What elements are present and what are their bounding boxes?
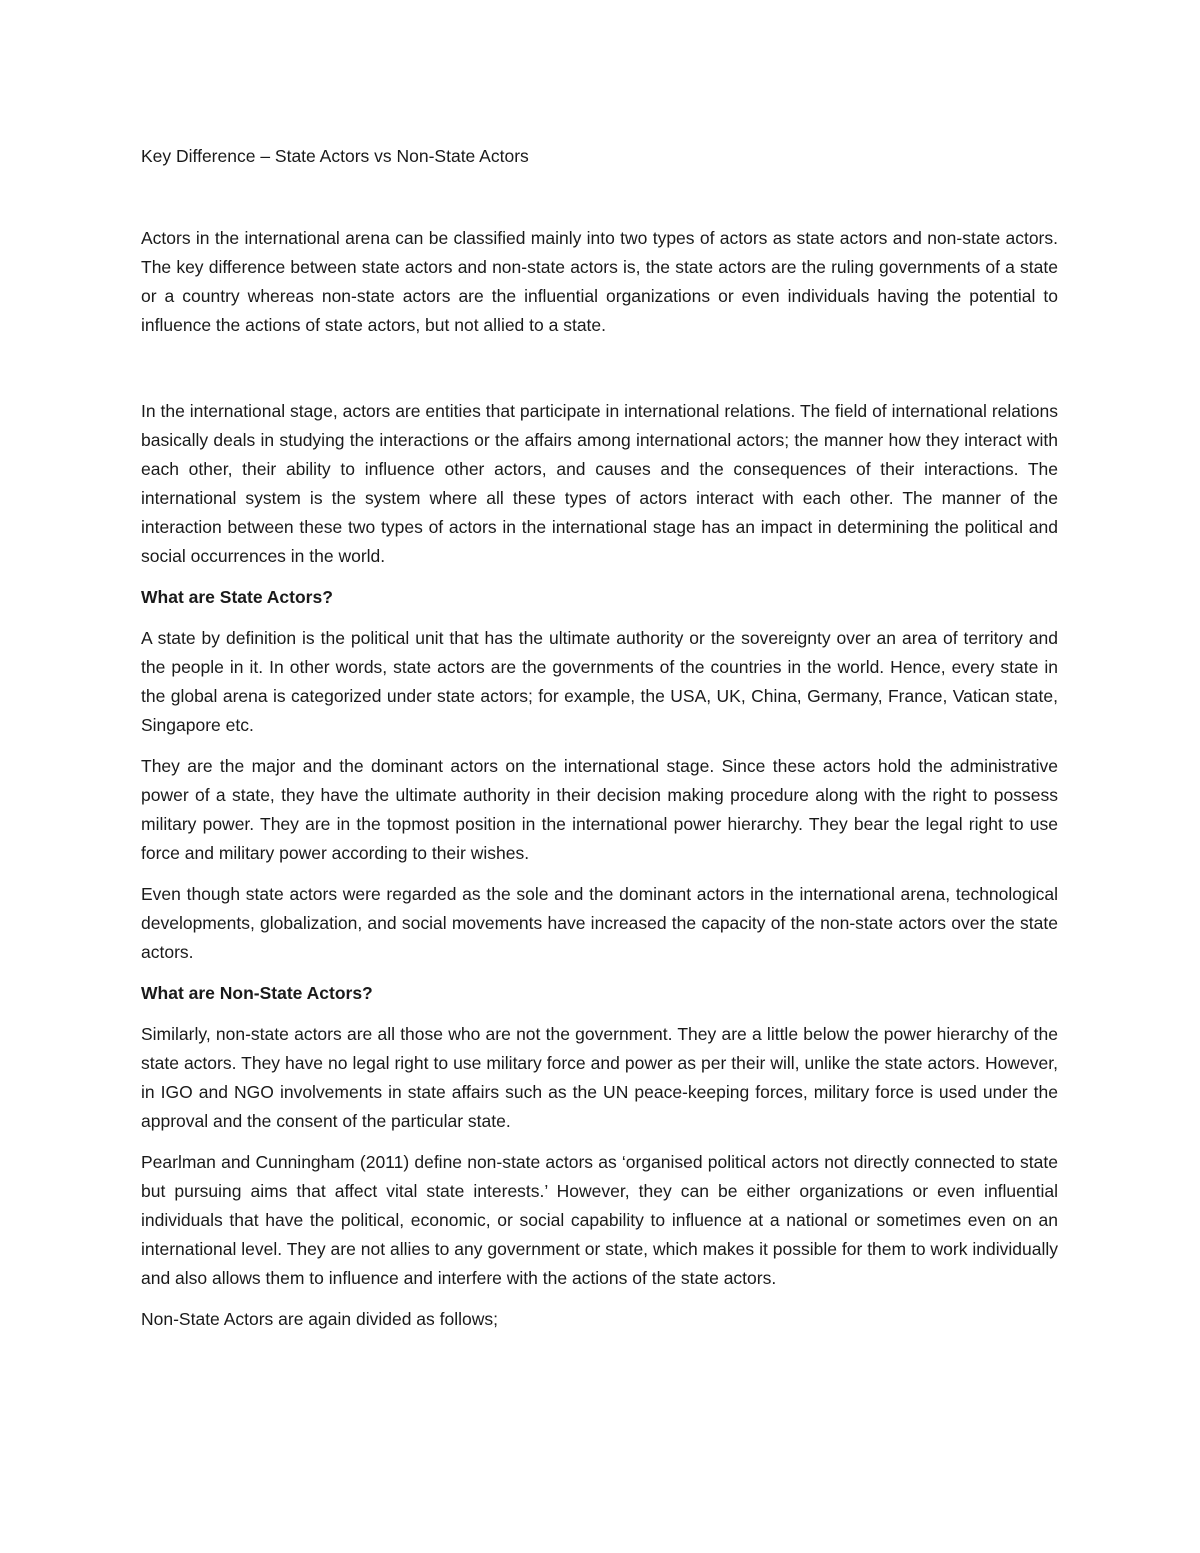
document-title: Key Difference – State Actors vs Non-State Actors [141,146,529,166]
state-definition-paragraph: A state by definition is the political unit that has the ultimate authority or the sovereignty over an area of territory and the people in it. In other words, state actors are the governments of the countries in the world. Hence, every state in the global arena is categorized under state actors; for example, the USA, UK, China, Germany, France, Vatican state, Singapore etc. [141,628,1058,735]
non-state-definition-paragraph: Similarly, non-state actors are all those who are not the government. They are a little below the power hierarchy of the state actors. They have no legal right to use military force and power as per their will, unlike the state actors. However, in IGO and NGO involvements in state affairs such as the UN peace-keeping forces, military force is used under the approval and the consent of the particular state. [141,1024,1058,1131]
non-state-division-paragraph: Non-State Actors are again divided as follows; [141,1309,498,1329]
document-page [141,142,1058,1334]
state-capacity-paragraph: Even though state actors were regarded as the sole and the dominant actors in the international arena, technological developments, globalization, and social movements have increased the capacity of the non-state actors over the state actors. [141,884,1058,962]
non-state-actors-heading: What are Non-State Actors? [141,983,373,1003]
state-actors-heading: What are State Actors? [141,587,333,607]
intro-paragraph: Actors in the international arena can be classified mainly into two types of actors as state actors and non-state actors. The key difference between state actors and non-state actors is, the state actors are the ruling governments of a state or a country whereas non-state actors are the influential organizations or even individuals having the potential to influence the actions of state actors, but not allied to a state. [141,228,1058,335]
pearlman-cunningham-paragraph: Pearlman and Cunningham (2011) define non-state actors as ‘organised political actors not directly connected to state but pursuing aims that affect vital state interests.’ However, they can be either organizations or even influential individuals that have the political, economic, or social capability to influence at a national or sometimes even on an international level. They are not allies to any government or state, which makes it possible for them to work individually and also allows them to influence and interfere with the actions of the state actors. [141,1152,1058,1288]
state-dominance-paragraph: They are the major and the dominant actors on the international stage. Since these actors hold the administrative power of a state, they have the ultimate authority in their decision making procedure along with the right to possess military power. They are in the topmost position in the international power hierarchy. They bear the legal right to use force and military power according to their wishes. [141,756,1058,863]
international-stage-paragraph: In the international stage, actors are entities that participate in international relations. The field of international relations basically deals in studying the interactions or the affairs among international actors; the manner how they interact with each other, their ability to influence other actors, and causes and the consequences of their interactions. The international system is the system where all these types of actors interact with each other. The manner of the interaction between these two types of actors in the international stage has an impact in determining the political and social occurrences in the world. [141,401,1058,566]
